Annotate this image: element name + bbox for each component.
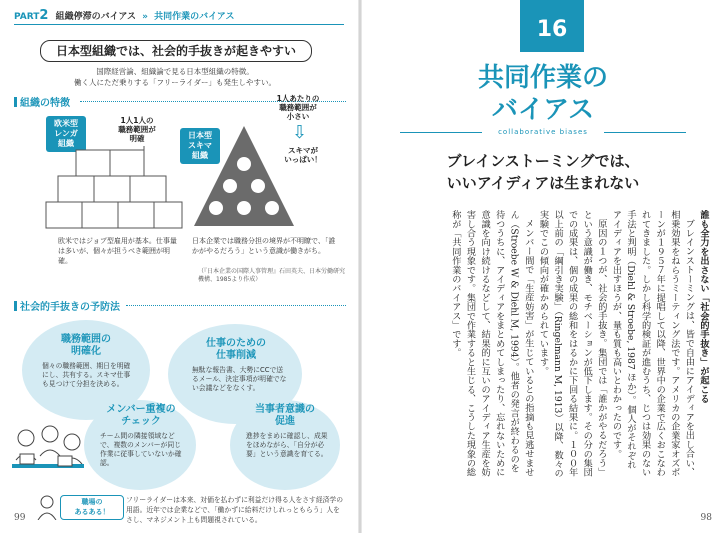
aruaru-label: 職場の あるある！	[74, 498, 110, 516]
footer-text: フリーライダーは本来、対価を払わずに利益だけ得る人をさす経済学の用語。近年では企業などで、「働かずに給料だけしれっともらう」人をさし、マネジメント上も問題視されている。	[126, 496, 344, 524]
body-heading: 誰も全力を出さない「社会的手抜き」が起こる	[698, 210, 709, 404]
west-note: 欧米ではジョブ型雇用が基本。仕事量は多いが、個々が担うべき範囲が明確。	[58, 237, 177, 265]
left-page	[0, 0, 360, 533]
chapter-title-line-2: バイアス	[491, 95, 595, 125]
prevention-title-4: 当事者意識の 促進	[255, 404, 315, 427]
jp-badge: 日本型 スキマ 組織	[180, 128, 220, 164]
gap-label: スキマが いっぱい！	[284, 146, 322, 164]
english-rule-right	[604, 132, 686, 133]
chapter-title-line-1: 共同作業の	[477, 63, 608, 93]
prevention-text-1: 個々の職務範囲、期日を明確にし、共有する。スキマ仕事も見つけて分担を決める。	[42, 362, 131, 388]
breadcrumb-arrow: »	[142, 12, 148, 22]
lead-line-1: ブレインストーミングでは、	[446, 152, 640, 170]
page-number-right: 98	[700, 513, 712, 523]
body-paragraph: メンバー間で「生産妨害」が生じているとの指摘も見逃せません（Stroebe W & Diehl M, 1994）。他者の発言が終わるのを待つうちに、アイディアをまとめてしまったり、忘れないために意識を向け続けるなどして、結果的に互いのアイディア生産を妨害し合う現象です。集団で作業すると生じる、こうした現象の総称が「共同作業のバイアス」です。	[449, 210, 534, 477]
chapter-number: 16	[520, 0, 584, 52]
body-paragraph: ブレインストーミングは、皆で自由にアイディアを出し合い、相乗効果をねらうミーティング法です。アメリカの企業家オズボーンが１９５７年に提唱して以降、世界中の企業で広くおこなわれてきました。しかし科学的検証が進むうち、じつは効果のない手法と判明（Diehl & Stroebe, 1987 ほか）。個人がそれぞれアイディアを出すほうが、量も質も高いとわかったのです。	[610, 210, 695, 477]
features-heading: 組織の特徴	[14, 94, 70, 109]
current-section: 共同作業のバイアス	[154, 12, 235, 22]
prevention-title-1: 職務範囲の 明確化	[61, 334, 111, 357]
west-badge: 欧米型 レンガ 組織	[46, 116, 86, 152]
body-text	[390, 210, 710, 478]
header-rule	[14, 24, 344, 25]
body-paragraph: 原因の１つが、社会的手抜き。集団では「誰かがやるだろう」という意識が働き、モチベーションが低下します。その分の集団での成果は、個の成果の総和をはるかに下回る結果に。１００年以上前の「綱引き実験」（Ringelmann M, 1913）以降、数々の実験でこの傾向が確かめられています。	[537, 210, 607, 478]
down-arrow-icon: ⇩	[292, 122, 308, 143]
running-header	[14, 8, 234, 23]
english-title: collaborative biases	[498, 128, 588, 136]
prevention-heading: 社会的手抜きの予防法	[14, 298, 120, 313]
source-note: （『日本企業の国際人事管理』石田英夫、日本労働研究機構、1985より作成）	[198, 268, 346, 283]
prevention-title-3: メンバー重複の チェック	[106, 404, 176, 427]
prevention-text-4: 進捗をまめに確認し、成果をほめながら、「自分が必要」という意識を育てる。	[246, 432, 328, 458]
prevention-title-2: 仕事のための 仕事削減	[206, 338, 266, 361]
subtitle-line: 国際経営論、組織論で見る日本型組織の特徴。	[96, 67, 254, 76]
page-number-left: 99	[14, 513, 26, 523]
person-icon	[36, 494, 58, 520]
prevention-divider	[126, 305, 346, 306]
aruaru-box	[60, 495, 124, 520]
jp-note: 日本企業では職務分担の境界が不明瞭で、「誰かがやるだろう」という意識が働きがち。	[192, 237, 336, 255]
brick-diagram	[44, 144, 184, 230]
triangle-diagram	[192, 124, 296, 228]
jp-label: 1人あたりの 職務範囲が 小さい	[276, 94, 320, 121]
page-subtitle	[40, 66, 310, 88]
office-illustration	[10, 424, 86, 482]
section-name: 組織停滞のバイアス	[55, 12, 136, 22]
prevention-text-2: 無駄な報告書、大勢にCCで送るメール、決定事項が明確でない会議などをなくす。	[192, 366, 287, 392]
subtitle-line: 働く人にただ乗りする「フリーライダー」も発生しやすい。	[74, 78, 276, 87]
lead-line-2: いいアイディアは生まれない	[446, 174, 640, 192]
prevention-text-3: チーム間の隣接領域などで、複数のメンバーが同じ作業に従事していないか確認。	[100, 432, 182, 467]
part-label: PART2	[14, 8, 49, 23]
page-title: 日本型組織では、社会的手抜きが起きやすい	[40, 40, 312, 62]
west-label: 1人1人の 職務範囲が 明確	[118, 116, 156, 143]
right-page	[360, 0, 726, 533]
